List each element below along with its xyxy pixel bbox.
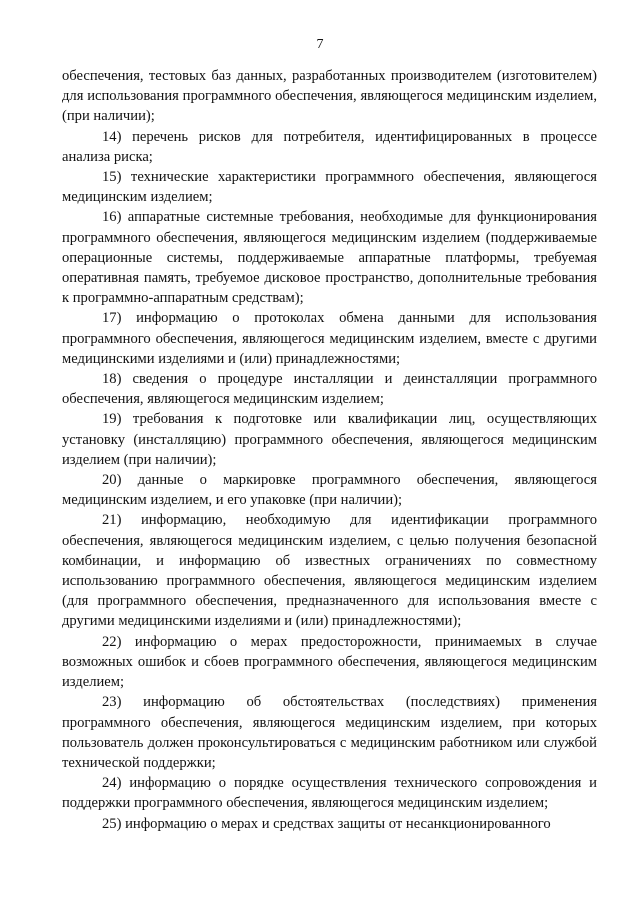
paragraph-item-22: 22) информацию о мерах предосторожности, принимаемых в случае возможных ошибок и сбоев программного обеспечения, являющегося медицинским изделием; <box>62 633 597 691</box>
page-number: 7 <box>316 37 324 52</box>
paragraph-item-18: 18) сведения о процедуре инсталляции и деинсталляции программного обеспечения, являющегося медицинским изделием; <box>62 371 597 408</box>
paragraph-item-24: 24) информацию о порядке осуществления технического сопровождения и поддержки программного обеспечения, являющегося медицинским изделием; <box>62 775 597 812</box>
paragraph-item-15: 15) технические характеристики программного обеспечения, являющегося медицинским изделием; <box>62 169 597 206</box>
paragraph-item-17: 17) информацию о протоколах обмена данными для использования программного обеспечения, являющегося медицинским изделием, вместе с другими медицинскими изделиями и (или) принадлежностями; <box>62 310 597 367</box>
paragraph-continuation: обеспечения, тестовых баз данных, разработанных производителем (изготовителем) для использования программного обеспечения, являющегося медицинским изделием, (при наличии); <box>62 68 597 125</box>
paragraph-item-19: 19) требования к подготовке или квалификации лиц, осуществляющих установку (инсталляцию) программного обеспечения, являющегося медицинским изделием (при наличии); <box>62 411 597 468</box>
paragraph-item-21: 21) информацию, необходимую для идентификации программного обеспечения, являющегося медицинским изделием, с целью получения безопасной комбинации, и информацию об известных ограничениях по совместному использованию программного обеспечения, являющегося медицинским изделием (для программного обеспечения, предназначенного для использования вместе с другими медицинскими изделиями и (или) принадлежностями); <box>62 512 597 630</box>
paragraph-item-25: 25) информацию о мерах и средствах защиты от несанкционированного <box>102 815 551 832</box>
paragraph-item-23: 23) информацию об обстоятельствах (последствиях) применения программного обеспечения, являющегося медицинским изделием, при которых пользователь должен проконсультироваться с медицинским работником или службой технической поддержки; <box>62 694 597 771</box>
paragraph-item-14: 14) перечень рисков для потребителя, идентифицированных в процессе анализа риска; <box>62 128 597 165</box>
document-body <box>62 66 597 834</box>
paragraph-item-16: 16) аппаратные системные требования, необходимые для функционирования программного обеспечения, являющегося медицинским изделием (поддерживаемые операционные системы, поддерживаемые аппаратные платформы, требуемая оперативная память, требуемое дисковое пространство, дополнительные требования к программно-аппаратным средствам); <box>62 209 597 307</box>
paragraph-item-20: 20) данные о маркировке программного обеспечения, являющегося медицинским изделием, и его упаковке (при наличии); <box>62 472 597 509</box>
